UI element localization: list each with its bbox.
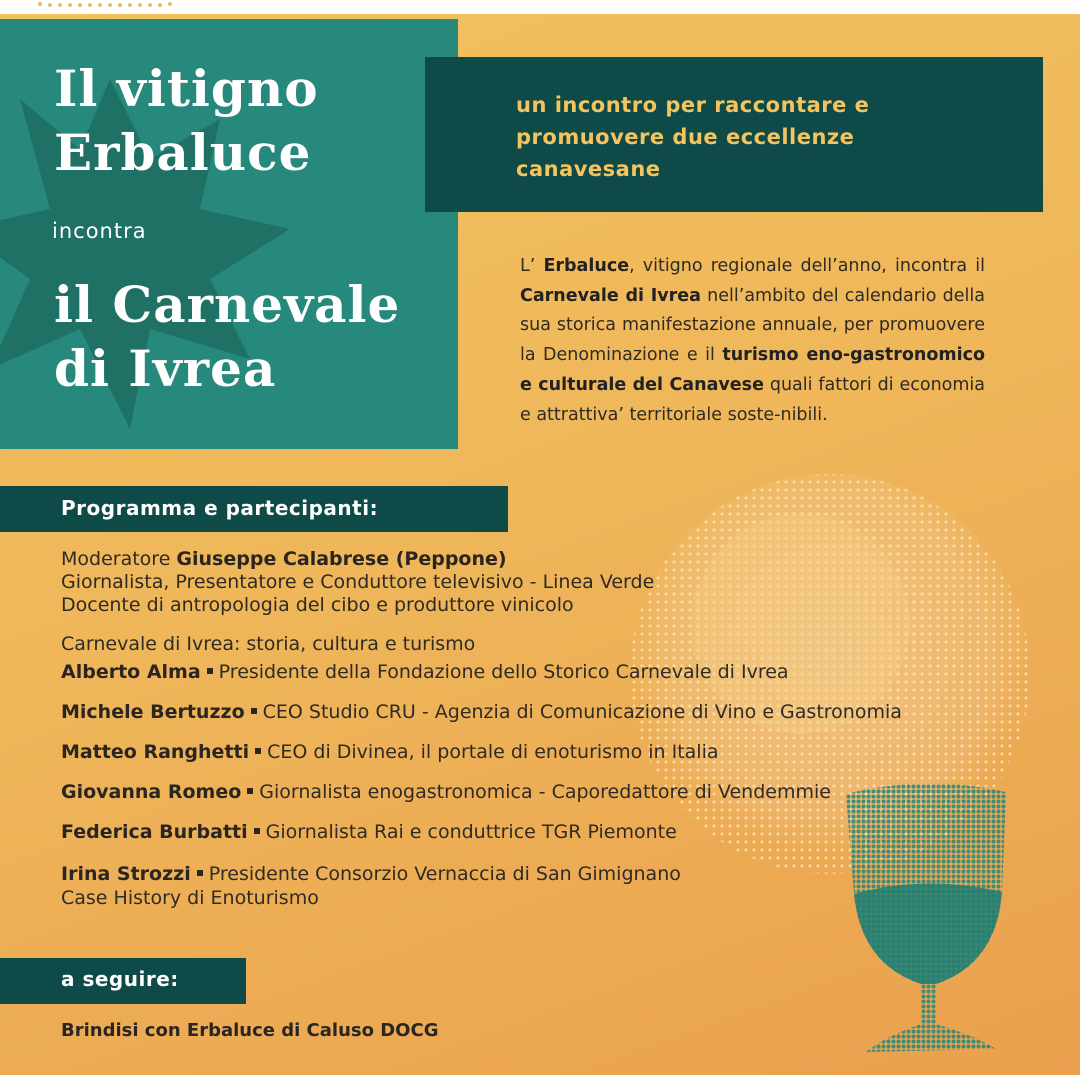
bullet-separator <box>251 708 257 714</box>
moderator-role-2: Docente di antropologia del cibo e produttore vinicolo <box>61 594 574 616</box>
participant-name: Giovanna Romeo <box>61 781 242 803</box>
participant-role: Giornalista Rai e conduttrice TGR Piemonte <box>265 821 677 843</box>
topic-block <box>61 633 941 656</box>
tagline-line-1: un incontro per raccontare e <box>516 93 870 117</box>
participant-row <box>61 660 941 684</box>
intro-text-2: , vitigno regionale dell’anno, incontra il <box>629 256 985 276</box>
title-line-2: Erbaluce <box>54 123 312 182</box>
moderator-role-1: Giornalista, Presentatore e Conduttore televisivo - Linea Verde <box>61 571 655 593</box>
participant-row <box>61 862 941 910</box>
intro-bold-2: Carnevale di Ivrea <box>520 285 701 306</box>
main-title <box>54 57 319 185</box>
intro-text-1: L’ <box>520 256 544 276</box>
poster-body <box>0 14 1080 1075</box>
tagline-line-2: promuovere due eccellenze <box>516 125 855 149</box>
participant-role: CEO Studio CRU - Agenzia di Comunicazione di Vino e Gastronomia <box>262 701 902 723</box>
title-line-1: Il vitigno <box>54 59 319 118</box>
intro-bold-3: turismo eno-gastronomico e culturale del Canavese <box>520 345 985 395</box>
bullet-separator <box>254 828 260 834</box>
title-panel <box>0 19 458 449</box>
bullet-separator <box>255 748 261 754</box>
participant-row <box>61 740 941 764</box>
participant-row <box>61 700 941 724</box>
bullet-separator <box>207 668 213 674</box>
participant-role: Presidente Consorzio Vernaccia di San Gimignano <box>208 863 681 885</box>
participant-name: Matteo Ranghetti <box>61 741 250 763</box>
participant-name: Federica Burbatti <box>61 821 248 843</box>
title-connector: incontra <box>52 219 147 243</box>
intro-bold-1: Erbaluce <box>543 256 630 276</box>
intro-paragraph <box>520 252 985 430</box>
participant-row <box>61 820 941 844</box>
participant-name: Michele Bertuzzo <box>61 701 245 723</box>
closing-toast: Brindisi con Erbaluce di Caluso DOCG <box>61 1020 439 1041</box>
sub-title <box>54 273 400 401</box>
topic-line: Carnevale di Ivrea: storia, cultura e turismo <box>61 633 476 655</box>
subtitle-line-2: di Ivrea <box>54 339 277 398</box>
top-margin <box>0 0 1080 14</box>
subtitle-line-1: il Carnevale <box>54 275 401 334</box>
case-history-line: Case History di Enoturismo <box>61 887 319 909</box>
participant-role: Giornalista enogastronomica - Caporedattore di Vendemmie <box>259 781 831 803</box>
moderator-name: Giuseppe Calabrese (Peppone) <box>176 548 507 570</box>
after-header: a seguire: <box>0 958 246 1004</box>
participant-name: Irina Strozzi <box>61 863 191 885</box>
bottom-margin <box>0 1075 1080 1080</box>
tagline-box <box>425 57 1043 212</box>
participant-role: CEO di Divinea, il portale di enoturismo in Italia <box>267 741 719 763</box>
moderator-label: Moderatore <box>61 548 177 570</box>
intro-text-4: quali fattori di economia e attrattiva’ territoriale soste-nibili. <box>520 374 985 425</box>
participant-name: Alberto Alma <box>61 661 201 683</box>
bullet-separator <box>247 788 253 794</box>
intro-text-3: nell’ambito del calendario della sua storica manifestazione annuale, per promuovere la Denominazione e il <box>520 285 985 366</box>
participant-role: Presidente della Fondazione dello Storico Carnevale di Ivrea <box>218 661 789 683</box>
program-header: Programma e partecipanti: <box>0 486 508 532</box>
tagline <box>516 89 1003 185</box>
halftone-dots-decoration <box>20 0 220 12</box>
participant-row <box>61 780 941 804</box>
tagline-line-3: canavesane <box>516 157 661 181</box>
program-list <box>61 548 941 910</box>
moderator-block <box>61 548 941 617</box>
bullet-separator <box>197 870 203 876</box>
